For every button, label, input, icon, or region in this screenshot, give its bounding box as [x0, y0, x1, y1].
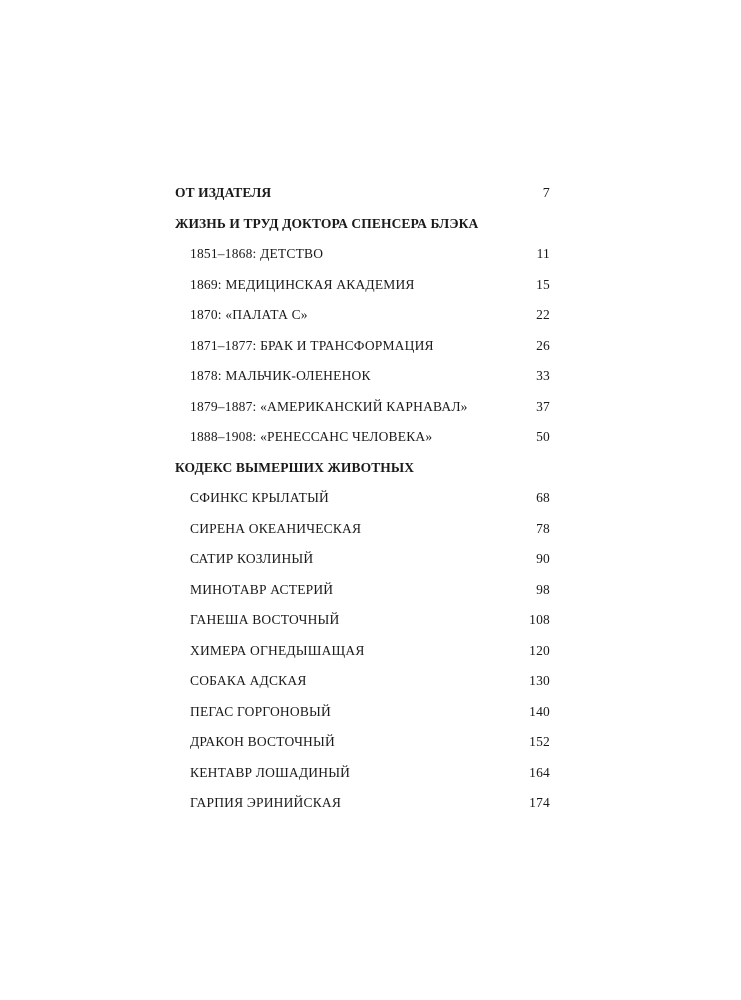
- toc-entry[interactable]: [190, 704, 550, 728]
- toc-entry[interactable]: [190, 643, 550, 667]
- toc-entry-title: САТИР КОЗЛИНЫЙ: [190, 551, 314, 566]
- toc-entry-title: ДРАКОН ВОСТОЧНЫЙ: [190, 734, 335, 749]
- toc-entry-title: СОБАКА АДСКАЯ: [190, 673, 307, 688]
- toc-entry-title: 1878: МАЛЬЧИК-ОЛЕНЕНОК: [190, 368, 371, 383]
- toc-entry-title: 1888–1908: «РЕНЕССАНС ЧЕЛОВЕКА»: [190, 429, 433, 444]
- toc-entry[interactable]: [190, 277, 550, 301]
- toc-entry-title: СИРЕНА ОКЕАНИЧЕСКАЯ: [190, 521, 362, 536]
- toc-entry[interactable]: [175, 216, 550, 240]
- toc-entry-title: МИНОТАВР АСТЕРИЙ: [190, 582, 334, 597]
- toc-entry[interactable]: [190, 673, 550, 697]
- toc-entry-page: 37: [536, 399, 550, 414]
- toc-entry-page: 120: [529, 643, 550, 658]
- toc-entry-title: ГАНЕША ВОСТОЧНЫЙ: [190, 612, 340, 627]
- toc-entry[interactable]: [190, 765, 550, 789]
- toc-entry-page: 68: [536, 490, 550, 505]
- toc-entry-page: 164: [529, 765, 550, 780]
- toc-entry-page: 33: [536, 368, 550, 383]
- toc-entry-title: 1851–1868: ДЕТСТВО: [190, 246, 324, 261]
- toc-entry-page: 26: [536, 338, 550, 353]
- toc-entry[interactable]: [190, 307, 550, 331]
- toc-entry-title: КЕНТАВР ЛОШАДИНЫЙ: [190, 765, 351, 780]
- toc-entry-page: 7: [542, 186, 550, 201]
- toc-entry-title: 1879–1887: «АМЕРИКАНСКИЙ КАРНАВАЛ»: [190, 399, 468, 414]
- toc-entry[interactable]: [190, 490, 550, 514]
- toc-entry[interactable]: [175, 460, 550, 484]
- toc-entry-page: 130: [529, 673, 550, 688]
- toc-entry-page: 50: [536, 429, 550, 444]
- toc-entry[interactable]: [190, 612, 550, 636]
- toc-entry-page: 152: [529, 734, 550, 749]
- toc-entry[interactable]: [190, 582, 550, 606]
- toc-entry-title: 1871–1877: БРАК И ТРАНСФОРМАЦИЯ: [190, 338, 434, 353]
- toc-entry-page: 140: [529, 704, 550, 719]
- toc-entry[interactable]: [190, 521, 550, 545]
- toc-entry-title: КОДЕКС ВЫМЕРШИХ ЖИВОТНЫХ: [175, 460, 415, 475]
- toc-entry-page: 78: [536, 521, 550, 536]
- toc-entry-title: 1870: «ПАЛАТА С»: [190, 307, 308, 322]
- toc-entry[interactable]: [190, 246, 550, 270]
- toc-entry-page: 22: [536, 307, 550, 322]
- toc-entry[interactable]: [190, 795, 550, 819]
- toc-entry-title: ОТ ИЗДАТЕЛЯ: [175, 185, 272, 200]
- toc-entry-title: ЖИЗНЬ И ТРУД ДОКТОРА СПЕНСЕРА БЛЭКА: [175, 216, 479, 231]
- toc-entry[interactable]: [190, 551, 550, 575]
- toc-entry-title: 1869: МЕДИЦИНСКАЯ АКАДЕМИЯ: [190, 277, 415, 292]
- toc-entry[interactable]: [190, 429, 550, 453]
- toc-entry[interactable]: [190, 399, 550, 423]
- toc-entry-page: 15: [536, 277, 550, 292]
- toc-entry-title: СФИНКС КРЫЛАТЫЙ: [190, 490, 329, 505]
- toc-entry-title: ГАРПИЯ ЭРИНИЙСКАЯ: [190, 795, 342, 810]
- toc-entry-title: ХИМЕРА ОГНЕДЫШАЩАЯ: [190, 643, 365, 658]
- toc-entry[interactable]: [190, 368, 550, 392]
- toc-entry-page: 90: [536, 551, 550, 566]
- toc-entry-page: 174: [529, 795, 550, 810]
- toc-entry-page: 98: [536, 582, 550, 597]
- toc-entry-page: 108: [529, 612, 550, 627]
- toc-entry[interactable]: [190, 338, 550, 362]
- toc-entry[interactable]: [175, 185, 550, 209]
- toc-entry-page: 11: [536, 246, 550, 261]
- toc-entry[interactable]: [190, 734, 550, 758]
- toc-entry-title: ПЕГАС ГОРГОНОВЫЙ: [190, 704, 331, 719]
